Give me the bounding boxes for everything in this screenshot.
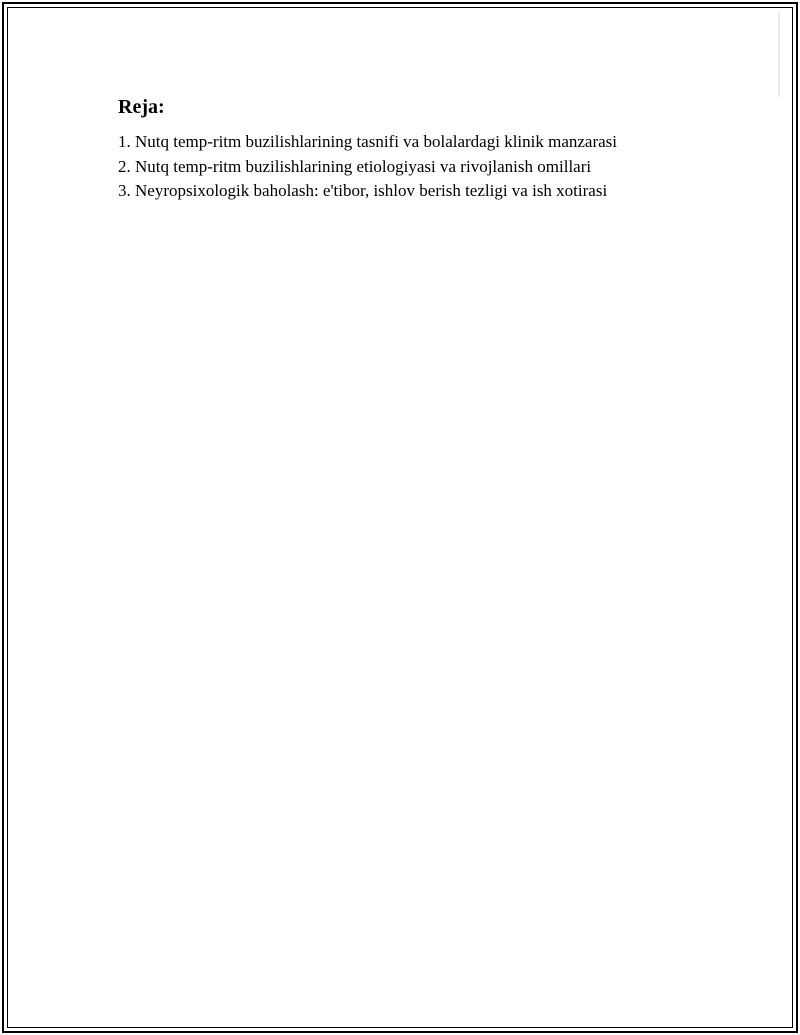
page-edge-shadow	[778, 12, 780, 97]
plan-list	[118, 130, 718, 204]
plan-item-1: 1. Nutq temp-ritm buzilishlarining tasnifi va bolalardagi klinik manzarasi	[118, 132, 618, 151]
plan-heading: Reja:	[118, 96, 165, 118]
plan-item-3: 3. Neyropsixologik baholash: e'tibor, ishlov berish tezligi va ish xotirasi	[118, 181, 608, 200]
document-body	[118, 94, 718, 204]
plan-item-2: 2. Nutq temp-ritm buzilishlarining etiologiyasi va rivojlanish omillari	[118, 156, 592, 176]
